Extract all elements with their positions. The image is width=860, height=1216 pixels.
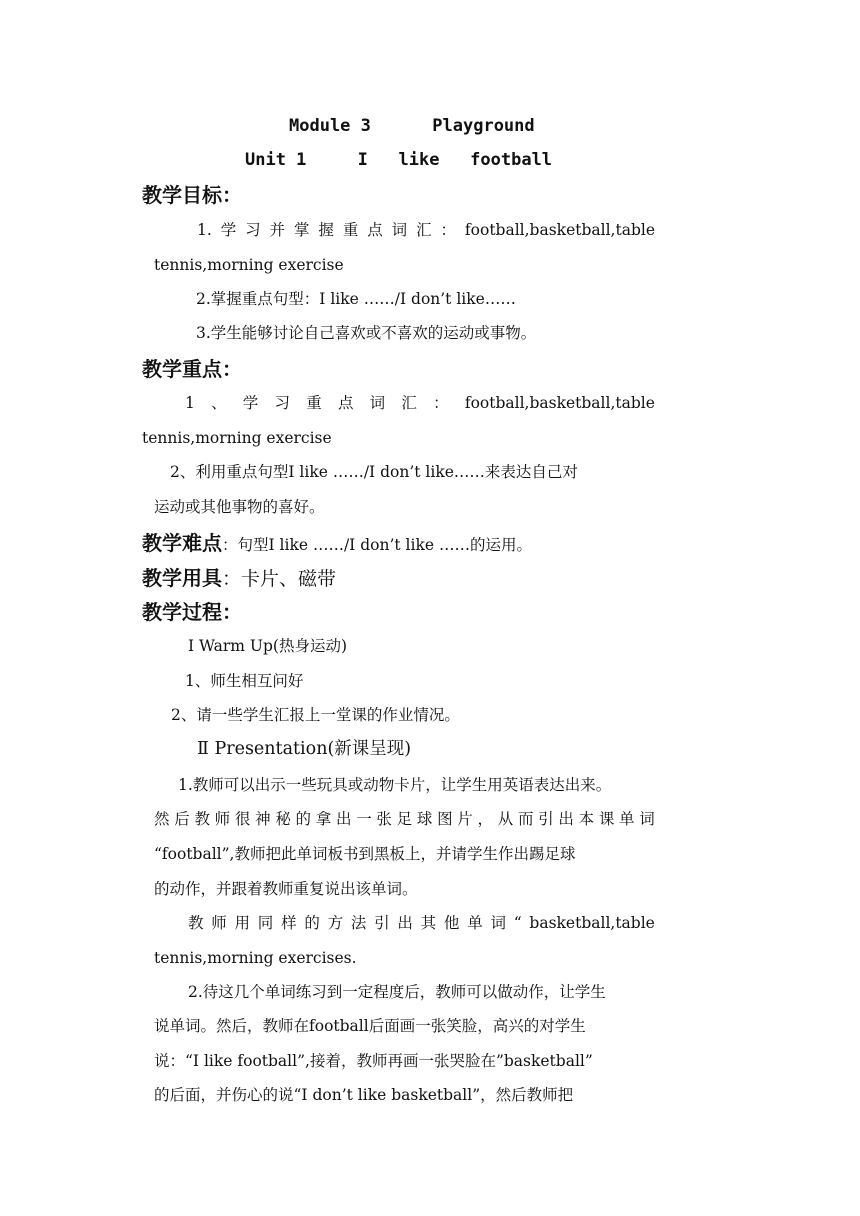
process-heading: 教学过程： bbox=[142, 600, 242, 624]
tools-text: ：卡片、磁带 bbox=[222, 568, 337, 590]
presentation-p1-line-3: “football”,教师把此单词板书到黑板上，并请学生作出踢足球 bbox=[154, 845, 576, 863]
warm-up-section: Ⅰ Warm Up(热身运动) bbox=[188, 637, 347, 655]
presentation-p2-line-2: tennis,morning exercises. bbox=[154, 949, 357, 967]
presentation-p3-line-4: 的后面，并伤心的说“I don’t like basketball”，然后教师把 bbox=[154, 1086, 574, 1104]
difficulty-heading: 教学难点 bbox=[142, 531, 222, 555]
presentation-p3-line-2: 说单词。然后，教师在football后面画一张笑脸，高兴的对学生 bbox=[154, 1017, 586, 1035]
presentation-section: Ⅱ Presentation(新课呈现) bbox=[197, 739, 412, 759]
goals-item-1-cont: tennis,morning exercise bbox=[154, 256, 344, 274]
presentation-p1-line-4: 的动作，并跟着教师重复说出该单词。 bbox=[154, 880, 418, 898]
module-title: Module 3 Playground bbox=[289, 116, 535, 136]
warm-up-item-2: 2、请一些学生汇报上一堂课的作业情况。 bbox=[171, 706, 460, 724]
presentation-p1-line-2: 然 后 教 师 很 神 秘 的 拿 出 一 张 足 球 图 片 ， 从 而 引 出 本 课 单 词 bbox=[154, 810, 655, 828]
tools-heading: 教学用具 bbox=[142, 566, 222, 590]
key-points-item-2-line-1: 2、利用重点句型I like ……/I don’t like……来表达自己对 bbox=[170, 463, 578, 481]
goals-heading: 教学目标： bbox=[142, 183, 242, 207]
presentation-p2-line-1: 教 师 用 同 样 的 方 法 引 出 其 他 单 词 “ basketball,table bbox=[188, 914, 655, 932]
goals-item-1: 1. 学 习 并 掌 握 重 点 词 汇 ： football,basketball,table bbox=[197, 221, 655, 239]
warm-up-item-1: 1、师生相互问好 bbox=[185, 672, 304, 690]
difficulty-text: ：句型I like ……/I don’t like ……的运用。 bbox=[222, 536, 532, 554]
key-points-item-1-cont: tennis,morning exercise bbox=[142, 429, 332, 447]
presentation-p3-line-3: 说：“I like football”,接着，教师再画一张哭脸在”basketball” bbox=[154, 1052, 593, 1070]
unit-title: Unit 1 I like football bbox=[245, 150, 553, 170]
key-points-item-2-line-2: 运动或其他事物的喜好。 bbox=[154, 498, 325, 516]
key-points-heading: 教学重点： bbox=[142, 357, 242, 381]
goals-item-3: 3.学生能够讨论自己喜欢或不喜欢的运动或事物。 bbox=[196, 324, 537, 342]
goals-item-2: 2.掌握重点句型：I like ……/I don’t like…… bbox=[196, 290, 516, 308]
tools-line bbox=[142, 565, 336, 592]
difficulty-line bbox=[142, 530, 532, 558]
presentation-p1-line-1: 1.教师可以出示一些玩具或动物卡片，让学生用英语表达出来。 bbox=[178, 776, 612, 794]
presentation-p3-line-1: 2.待这几个单词练习到一定程度后，教师可以做动作，让学生 bbox=[188, 983, 606, 1001]
key-points-item-1: 1 、 学 习 重 点 词 汇 ： football,basketball,table bbox=[185, 394, 655, 412]
